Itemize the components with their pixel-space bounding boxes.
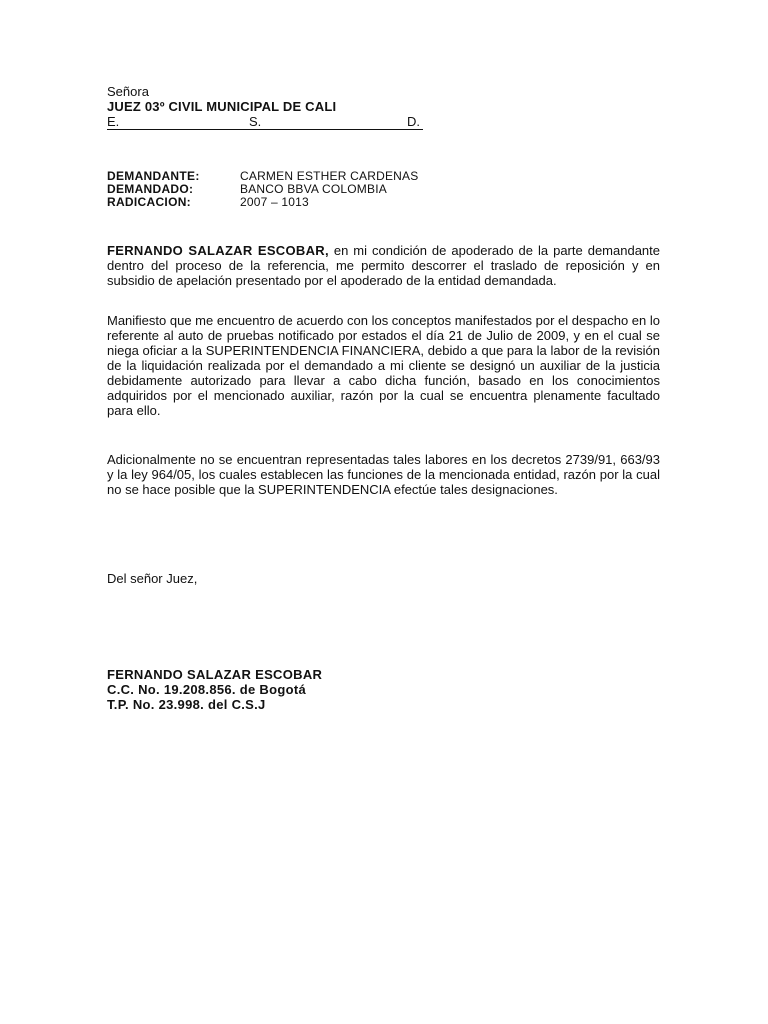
party-key: DEMANDADO: [107,182,194,196]
judge-title: JUEZ 03º CIVIL MUNICIPAL DE CALI [107,99,337,114]
paragraph-1-text: en mi condición de apoderado de la parte demandante dentro del proceso de la referencia, me permito descorrer el traslado de reposición y en subsidio de apelación presentado por el apoderado de la entidad demandada. [107,243,660,288]
addressee-block [107,84,660,130]
party-key: DEMANDANTE: [107,169,200,183]
closing-line: Del señor Juez, [107,571,198,586]
esd-s: S. [249,114,262,129]
signature-cc: C.C. No. 19.208.856. de Bogotá [107,682,307,697]
attorney-name-lead: FERNANDO SALAZAR ESCOBAR, [107,243,329,258]
party-row-radicacion [107,196,660,209]
paragraph-1 [107,243,660,288]
party-key: RADICACION: [107,195,191,209]
salutation: Señora [107,84,149,99]
signature-tp: T.P. No. 23.998. del C.S.J [107,697,266,712]
paragraph-3: Adicionalmente no se encuentran representadas tales labores en los decretos 2739/91, 663/93 y la ley 964/05, los cuales establecen las funciones de la mencionada entidad, razón por la cual no se hace posible que la SUPERINTENDENCIA efectúe tales designaciones. [107,452,660,497]
esd-e: E. [107,114,120,129]
party-value: BANCO BBVA COLOMBIA [240,182,387,196]
party-value: CARMEN ESTHER CARDENAS [240,169,419,183]
parties-block [107,170,660,209]
esd-line [107,114,423,130]
esd-d: D. [407,114,420,129]
party-value: 2007 – 1013 [240,195,309,209]
signature-block [107,667,660,712]
paragraph-2: Manifiesto que me encuentro de acuerdo con los conceptos manifestados por el despacho en lo referente al auto de pruebas notificado por estados el día 21 de Julio de 2009, y en el cual se niega oficiar a la SUPERINTENDENCIA FINANCIERA, debido a que para la labor de la revisión de la liquidación realizada por el demandado a mi cliente se designó un auxiliar de la justicia debidamente autorizado para llevar a cabo dicha función, basado en los conocimientos adquiridos por el mencionado auxiliar, razón por la cual se encuentra plenamente facultado para ello. [107,313,660,418]
signature-name: FERNANDO SALAZAR ESCOBAR [107,667,323,682]
